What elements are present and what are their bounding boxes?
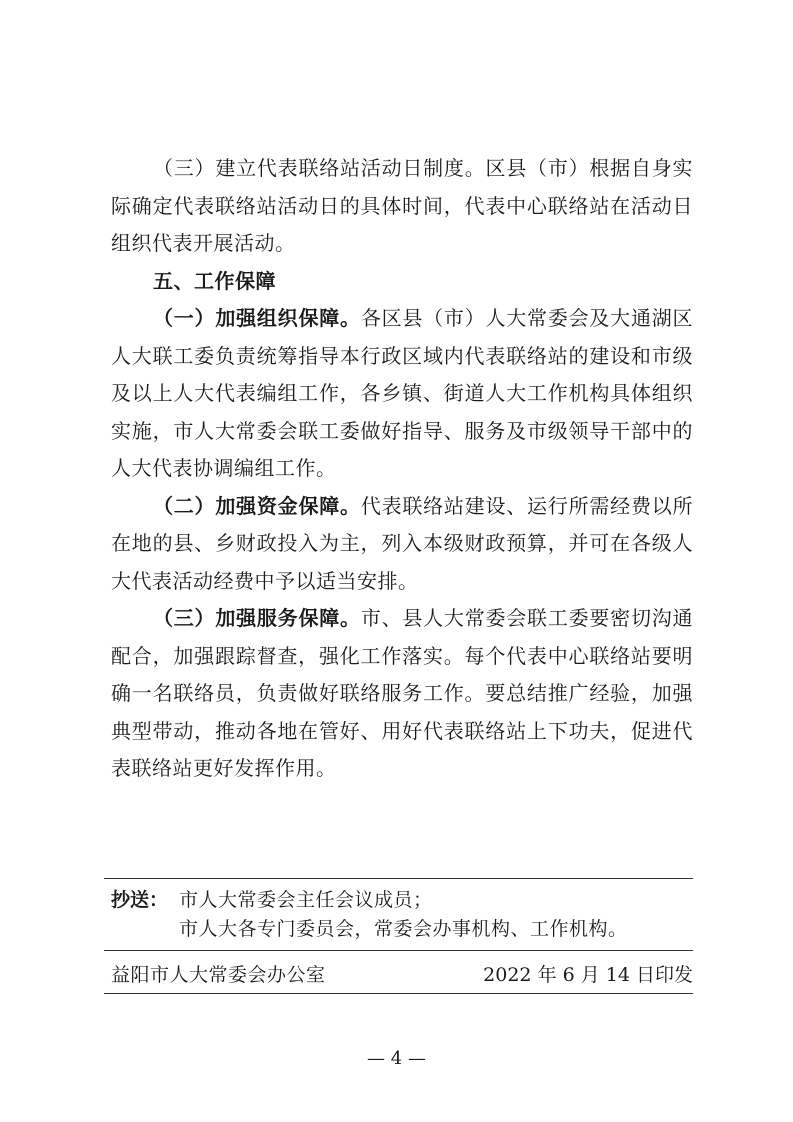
issuing-office: 益阳市人大常委会办公室 [111, 964, 326, 986]
paragraph-organization-guarantee [111, 300, 693, 488]
page-number: — 4 — [367, 1048, 426, 1069]
document-body [111, 150, 693, 788]
paragraph-text: 代表联络站建设、运行所需经费以所在地的县、乡财政投入为主，列入本级财政预算，并可在各级人大代表活动经费中予以适当安排。 [111, 493, 694, 593]
divider-bottom [104, 993, 693, 994]
divider-top [104, 878, 693, 879]
paragraph-text: 各区县（市）人大常委会及大通湖区人大联工委负责统筹指导本行政区域内代表联络站的建设和市级及以上人大代表编组工作，各乡镇、街道人大工作机构具体组织实施，市人大常委会联工委做好指导、服务及市级领导干部中的人大代表协调编组工作。 [111, 306, 694, 480]
paragraph-lead: （二）加强资金保障。 [153, 493, 361, 518]
paragraph-lead: （三）加强服务保障。 [153, 606, 361, 630]
paragraph-service-guarantee [111, 600, 693, 788]
distribution-line: 市人大常委会主任会议成员； [179, 889, 433, 911]
paragraph-text: 市、县人大常委会联工委要密切沟通配合，加强跟踪督查，强化工作落实。每个代表中心联络站要明确一名联络员，负责做好联络服务工作。要总结推广经验，加强典型带动，推动各地在管好、用好代表联络站上下功夫，促进代表联络站更好发挥作用。 [111, 606, 694, 780]
paragraph-lead: （一）加强组织保障。 [153, 306, 361, 330]
distribution-line: 市人大各专门委员会，常委会办事机构、工作机构。 [179, 918, 628, 940]
distribution-label: 抄送： [111, 889, 169, 911]
paragraph-text: （三）建立代表联络站活动日制度。区县（市）根据自身实际确定代表联络站活动日的具体时间，代表中心联络站在活动日组织代表开展活动。 [111, 156, 693, 255]
issue-date: 2022 年 6 月 14 日印发 [483, 964, 693, 986]
paragraph-funding-guarantee [111, 488, 693, 601]
divider-middle [104, 950, 693, 951]
paragraph-activity-day [111, 150, 693, 263]
section-heading-work-guarantee: 五、工作保障 [153, 268, 276, 293]
